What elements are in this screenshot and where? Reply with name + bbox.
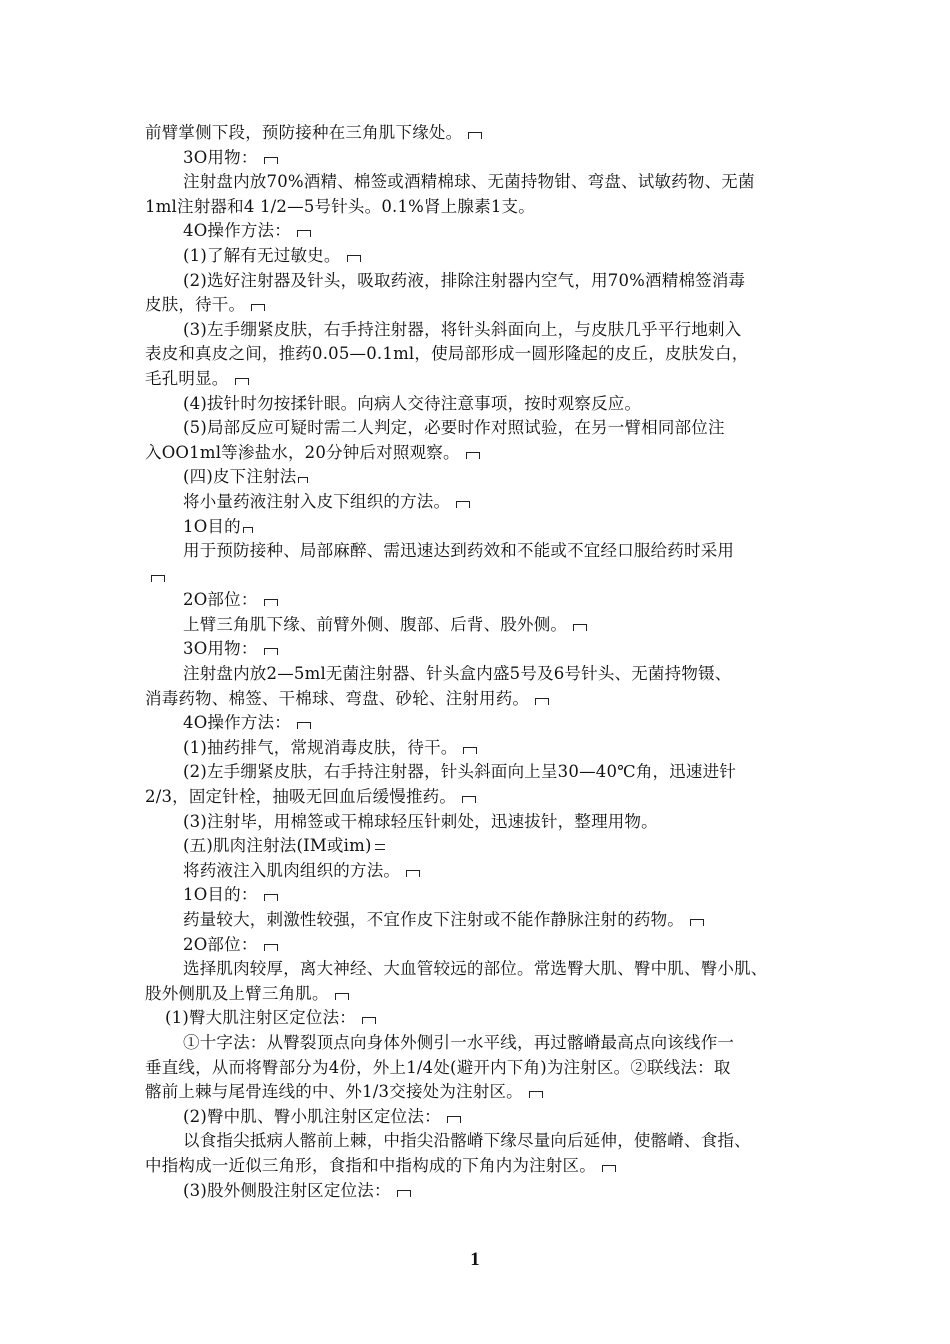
paragraph-mark-icon: [243, 527, 253, 533]
line-text: (1)臀大肌注射区定位法：: [165, 1008, 356, 1028]
line-text: 1O目的: [183, 516, 241, 536]
text-line: [145, 219, 810, 244]
paragraph-mark-icon: [235, 378, 249, 385]
text-line: [145, 982, 810, 1007]
text-line: [145, 416, 810, 441]
text-line: [145, 539, 810, 564]
line-text: (四)皮下注射法: [183, 467, 297, 487]
line-text: 股外侧肌及上臂三角肌。: [145, 983, 329, 1003]
text-line: [145, 293, 810, 318]
text-line: [145, 392, 810, 417]
paragraph-mark-icon: [264, 599, 278, 606]
text-line: [145, 908, 810, 933]
line-text: 选择肌肉较厚，离大神经、大血管较远的部位。常选臀大肌、臀中肌、臀小肌、: [183, 959, 768, 979]
document-body: [145, 121, 810, 1203]
text-line: [145, 515, 810, 540]
line-text: 以食指尖抵病人髂前上棘，中指尖沿髂嵴下缘尽量向后延伸，使髂嵴、食指、: [183, 1131, 751, 1151]
line-text: (2)左手绷紧皮肤，右手持注射器，针头斜面向上呈30—40℃角，迅速进针: [183, 762, 737, 782]
line-text: (1)抽药排气，常规消毒皮肤，待干。: [183, 737, 458, 757]
paragraph-mark-icon: [573, 624, 587, 631]
text-line: [145, 859, 810, 884]
line-text: 2O部位：: [183, 934, 258, 954]
line-text: 表皮和真皮之间，推药0.05—0.1ml，使局部形成一圆形隆起的皮丘，皮肤发白，: [145, 344, 749, 364]
text-line: [145, 1006, 810, 1031]
line-text: (1)了解有无过敏史。: [183, 245, 341, 265]
line-text: 前臂掌侧下段，预防接种在三角肌下缘处。: [145, 123, 463, 142]
line-text: (5)局部反应可疑时需二人判定，必要时作对照试验，在另一臂相同部位注: [183, 418, 725, 438]
line-text: (3)注射毕，用棉签或干棉球轻压针刺处，迅速拔针，整理用物。: [183, 811, 658, 831]
text-line: [145, 195, 810, 220]
line-text: 毛孔明显。: [145, 368, 229, 388]
text-line: [145, 465, 810, 490]
text-line: [145, 883, 810, 908]
line-text: 用于预防接种、局部麻醉、需迅速达到药效和不能或不宜经口服给药时采用: [183, 541, 735, 561]
text-line: [145, 318, 810, 343]
text-line: [145, 736, 810, 761]
text-line: [145, 1031, 810, 1056]
text-line: [145, 588, 810, 613]
paragraph-mark-icon: [264, 944, 278, 951]
line-text: 髂前上棘与尾骨连线的中、外1/3交接处为注射区。: [145, 1082, 523, 1102]
paragraph-mark-icon: [529, 1091, 543, 1098]
line-text: (五)肌肉注射法(IM或im): [183, 836, 372, 856]
page-number: 1: [470, 1249, 480, 1270]
text-line: [145, 1129, 810, 1154]
paragraph-mark-icon: [297, 722, 311, 729]
paragraph-mark-icon: [535, 698, 549, 705]
line-text: ①十字法：从臀裂顶点向身体外侧引一水平线，再过髂嵴最高点向该线作一: [183, 1032, 735, 1052]
paragraph-mark-icon: [264, 894, 278, 901]
paragraph-mark-icon: [690, 919, 704, 926]
line-text: 4O操作方法：: [183, 713, 291, 733]
line-text: 消毒药物、棉签、干棉球、弯盘、砂轮、注射用药。: [145, 688, 530, 708]
line-text: 1ml注射器和4 1/2—5号针头。0.1%肾上腺素1支。: [145, 196, 535, 216]
text-line: [145, 490, 810, 515]
paragraph-mark-icon: [297, 230, 311, 237]
line-text: (2)臀中肌、臀小肌注射区定位法：: [183, 1106, 441, 1126]
line-text: 上臂三角肌下缘、前臂外侧、腹部、后背、股外侧。: [183, 614, 568, 634]
text-line: [145, 1056, 810, 1081]
text-line: [145, 933, 810, 958]
text-line: [145, 564, 810, 589]
line-text: 注射盘内放70%酒精、棉签或酒精棉球、无菌持物钳、弯盘、试敏药物、无菌: [183, 172, 755, 192]
text-line: [145, 637, 810, 662]
paragraph-mark-icon: [406, 870, 420, 877]
text-line: [145, 170, 810, 195]
text-line: [145, 785, 810, 810]
line-text: (4)拔针时勿按揉针眼。向病人交待注意事项，按时观察反应。: [183, 393, 642, 413]
paragraph-mark-icon: [151, 575, 165, 582]
text-line: [145, 121, 810, 146]
text-line: [145, 810, 810, 835]
text-line: [145, 1105, 810, 1130]
text-line: [145, 711, 810, 736]
line-text: 1O目的：: [183, 885, 258, 905]
line-text: 注射盘内放2—5ml无菌注射器、针头盒内盛5号及6号针头、无菌持物镊、: [183, 664, 732, 684]
line-text: 中指构成一近似三角形，食指和中指构成的下角内为注射区。: [145, 1155, 596, 1175]
line-text: 2/3，固定针栓，抽吸无回血后缓慢推药。: [145, 787, 457, 807]
line-text: 3O用物：: [183, 639, 258, 659]
line-text: 将小量药液注射入皮下组织的方法。: [183, 491, 451, 511]
text-line: [145, 269, 810, 294]
text-line: [145, 834, 810, 859]
paragraph-mark-icon: [362, 1017, 376, 1024]
line-text: (3)股外侧股注射区定位法：: [183, 1180, 391, 1200]
line-text: 皮肤，待干。: [145, 295, 246, 315]
text-line: [145, 613, 810, 638]
paragraph-mark-icon: [347, 255, 361, 262]
line-text: (3)左手绷紧皮肤，右手持注射器，将针头斜面向上，与皮肤几乎平行地刺入: [183, 319, 742, 339]
line-text: 将药液注入肌肉组织的方法。: [183, 860, 401, 880]
paragraph-mark-icon: [466, 452, 480, 459]
paragraph-mark-icon: [375, 844, 385, 850]
paragraph-mark-icon: [456, 501, 470, 508]
text-line: [145, 1080, 810, 1105]
paragraph-mark-icon: [251, 304, 265, 311]
text-line: [145, 957, 810, 982]
text-line: [145, 146, 810, 171]
line-text: 3O用物：: [183, 147, 258, 167]
line-text: 4O操作方法：: [183, 221, 291, 241]
text-line: [145, 1154, 810, 1179]
paragraph-mark-icon: [298, 477, 308, 483]
text-line: [145, 1179, 810, 1204]
line-text: 药量较大，刺激性较强，不宜作皮下注射或不能作静脉注射的药物。: [183, 910, 684, 929]
paragraph-mark-icon: [397, 1190, 411, 1197]
text-line: [145, 244, 810, 269]
paragraph-mark-icon: [462, 796, 476, 803]
line-text: 2O部位：: [183, 590, 258, 610]
text-line: [145, 342, 810, 367]
paragraph-mark-icon: [463, 747, 477, 754]
text-line: [145, 662, 810, 687]
paragraph-mark-icon: [468, 132, 482, 139]
paragraph-mark-icon: [447, 1116, 461, 1123]
text-line: [145, 367, 810, 392]
paragraph-mark-icon: [264, 157, 278, 164]
paragraph-mark-icon: [264, 648, 278, 655]
text-line: [145, 687, 810, 712]
line-text: 垂直线，从而将臀部分为4份，外上1/4处(避开内下角)为注射区。②联线法：取: [145, 1057, 731, 1077]
text-line: [145, 441, 810, 466]
paragraph-mark-icon: [602, 1165, 616, 1172]
line-text: 入OO1ml等渗盐水，20分钟后对照观察。: [145, 442, 460, 462]
paragraph-mark-icon: [335, 993, 349, 1000]
text-line: [145, 760, 810, 785]
line-text: (2)选好注射器及针头，吸取药液，排除注射器内空气，用70%酒精棉签消毒: [183, 270, 746, 290]
